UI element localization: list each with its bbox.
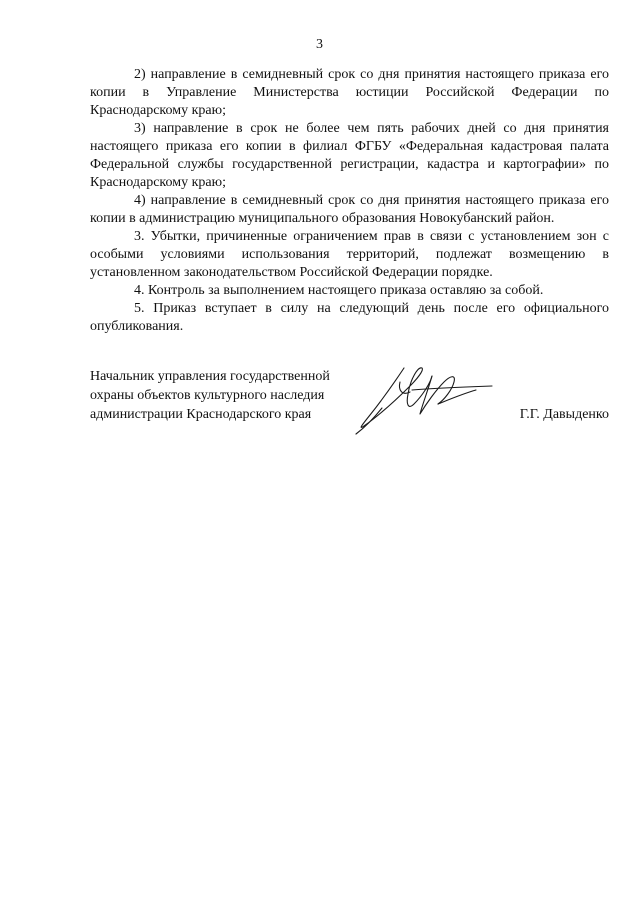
signer-position-line: Начальник управления государственной bbox=[90, 369, 330, 384]
signer-name: Г.Г. Давыденко bbox=[519, 407, 609, 422]
document-body bbox=[90, 66, 609, 336]
paragraph-clause-4: 4. Контроль за выполнением настоящего приказа оставляю за собой. bbox=[134, 283, 544, 298]
paragraph-clause-3: 3. Убытки, причиненные ограничением прав в связи с установлением зон с особыми условиями использования территорий, подлежат возмещению в установленном законодательством Российской Федерации порядке. bbox=[90, 229, 609, 280]
paragraph-item-3: 3) направление в срок не более чем пять рабочих дней со дня принятия настоящего приказа его копии в филиал ФГБУ «Федеральная кадастровая палата Федеральной службы государственной регистрации, кадастра и картографии» по Краснодарскому краю; bbox=[90, 121, 609, 190]
paragraph-item-2: 2) направление в семидневный срок со дня принятия настоящего приказа его копии в Управление Министерства юстиции Российской Федерации по Краснодарскому краю; bbox=[90, 67, 609, 118]
signer-position-line: охраны объектов культурного наследия bbox=[90, 388, 325, 403]
signer-position bbox=[90, 367, 390, 424]
paragraph-item-4: 4) направление в семидневный срок со дня принятия настоящего приказа его копии в администрацию муниципального образования Новокубанский район. bbox=[90, 193, 609, 226]
paragraph-clause-5: 5. Приказ вступает в силу на следующий день после его официального опубликования. bbox=[90, 301, 609, 334]
handwritten-signature bbox=[352, 360, 502, 435]
signer-position-line: администрации Краснодарского края bbox=[90, 407, 312, 422]
page-number: 3 bbox=[316, 37, 323, 52]
